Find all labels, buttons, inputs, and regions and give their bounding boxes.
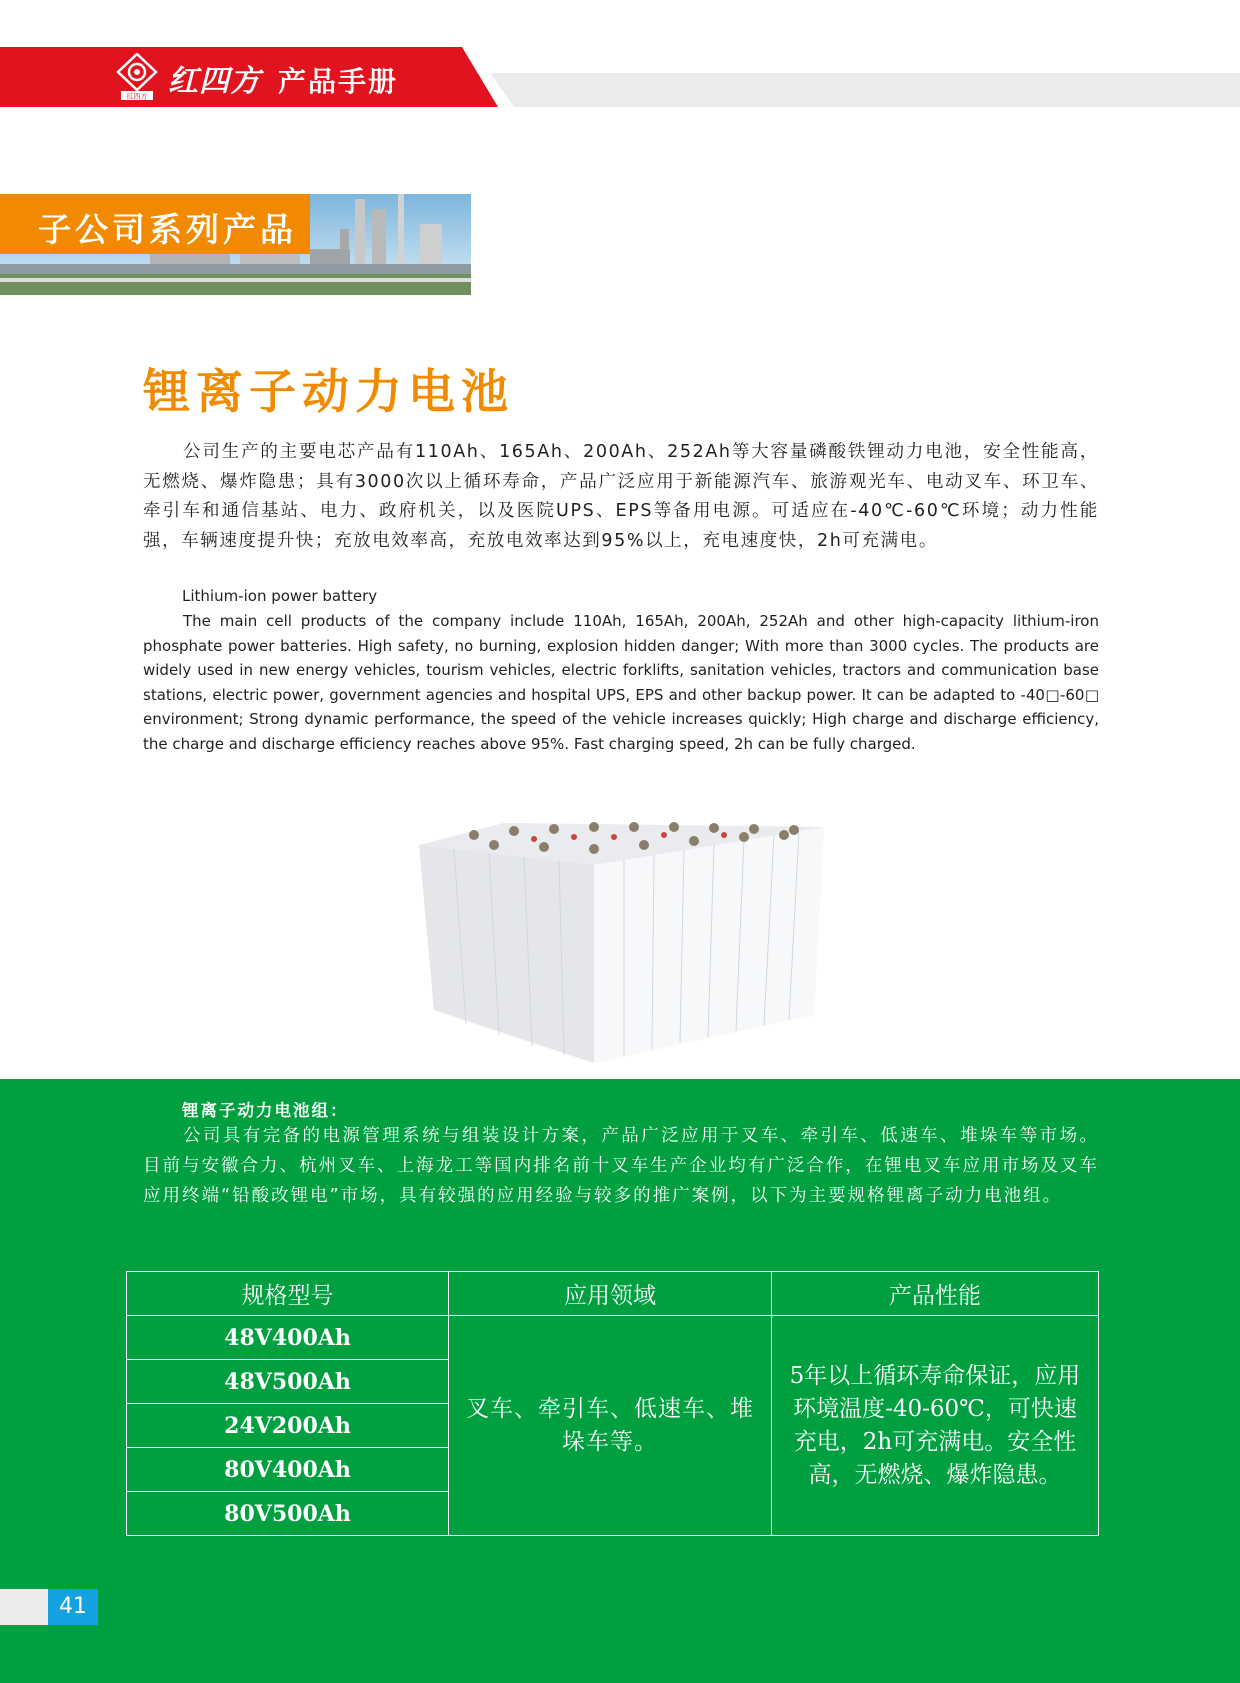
spec-table: [126, 1271, 1099, 1536]
battery-pack-description: 公司具有完备的电源管理系统与组装设计方案，产品广泛应用于叉车、牵引车、低速车、堆垛车等市场。目前与安徽合力、杭州叉车、上海龙工等国内排名前十叉车生产企业均有广泛合作，在锂电叉车应用市场及叉车应用终端“铅酸改锂电”市场，具有较强的应用经验与较多的推广案例，以下为主要规格锂离子动力电池组。: [143, 1126, 1099, 1206]
model-cell: 48V500Ah: [127, 1360, 449, 1404]
table-row: [127, 1316, 1099, 1360]
product-description-zh: 公司生产的主要电芯产品有110Ah、165Ah、200Ah、252Ah等大容量磷酸铁锂动力电池，安全性能高，无燃烧、爆炸隐患；具有3000次以上循环寿命，产品广泛应用于新能源汽车、旅游观光车、电动叉车、环卫车、牵引车和通信基站、电力、政府机关，以及医院UPS、EPS等备用电源。可适应在-40℃-60℃环境；动力性能强，车辆速度提升快；充放电效率高，充放电效率达到95%以上，充电速度快，2h可充满电。: [143, 442, 1099, 551]
header-model: 规格型号: [127, 1272, 449, 1316]
application-cell: 叉车、牵引车、低速车、堆垛车等。: [449, 1316, 772, 1536]
logo-text: 红四方: [126, 92, 148, 101]
brand-name: 红四方: [168, 64, 261, 99]
battery-cells-photo: [414, 805, 824, 1065]
model-cell: 48V400Ah: [127, 1316, 449, 1360]
product-heading-en: Lithium-ion power battery: [182, 587, 378, 605]
page-number: 41: [48, 1589, 98, 1625]
header-gray-band: [490, 73, 1240, 107]
section-banner-label: 子公司系列产品: [38, 210, 297, 249]
product-description-en: The main cell products of the company include 110Ah, 165Ah, 200Ah, 252Ah and other high-capacity lithium-iron phosphate power batteries. High safety, no burning, explosion hidden danger; With more than 3000 cycles. The products are widely used in new energy vehicles, tourism vehicles, electric forklifts, sanitation vehicles, tractors and communication base stations, electric power, government agencies and hospital UPS, EPS and other backup power. It can be adapted to -40□-60□ environment; Strong dynamic performance, the speed of the vehicle increases quickly; High charge and discharge efficiency, the charge and discharge efficiency reaches above 95%. Fast charging speed, 2h can be fully charged.: [143, 612, 1099, 753]
table-header-row: [127, 1272, 1099, 1316]
company-logo: [116, 53, 158, 101]
model-cell: 80V500Ah: [127, 1492, 449, 1536]
battery-pack-heading: 锂离子动力电池组：: [182, 1101, 349, 1120]
product-title: 锂离子动力电池: [143, 365, 514, 420]
manual-title: 产品手册: [278, 65, 399, 98]
performance-cell: 5年以上循环寿命保证，应用环境温度-40-60℃，可快速充电，2h可充满电。安全性高，无燃烧、爆炸隐患。: [772, 1316, 1099, 1536]
header-performance: 产品性能: [772, 1272, 1099, 1316]
model-cell: 80V400Ah: [127, 1448, 449, 1492]
model-cell: 24V200Ah: [127, 1404, 449, 1448]
header-application: 应用领域: [449, 1272, 772, 1316]
page-number-tab: [0, 1589, 48, 1625]
